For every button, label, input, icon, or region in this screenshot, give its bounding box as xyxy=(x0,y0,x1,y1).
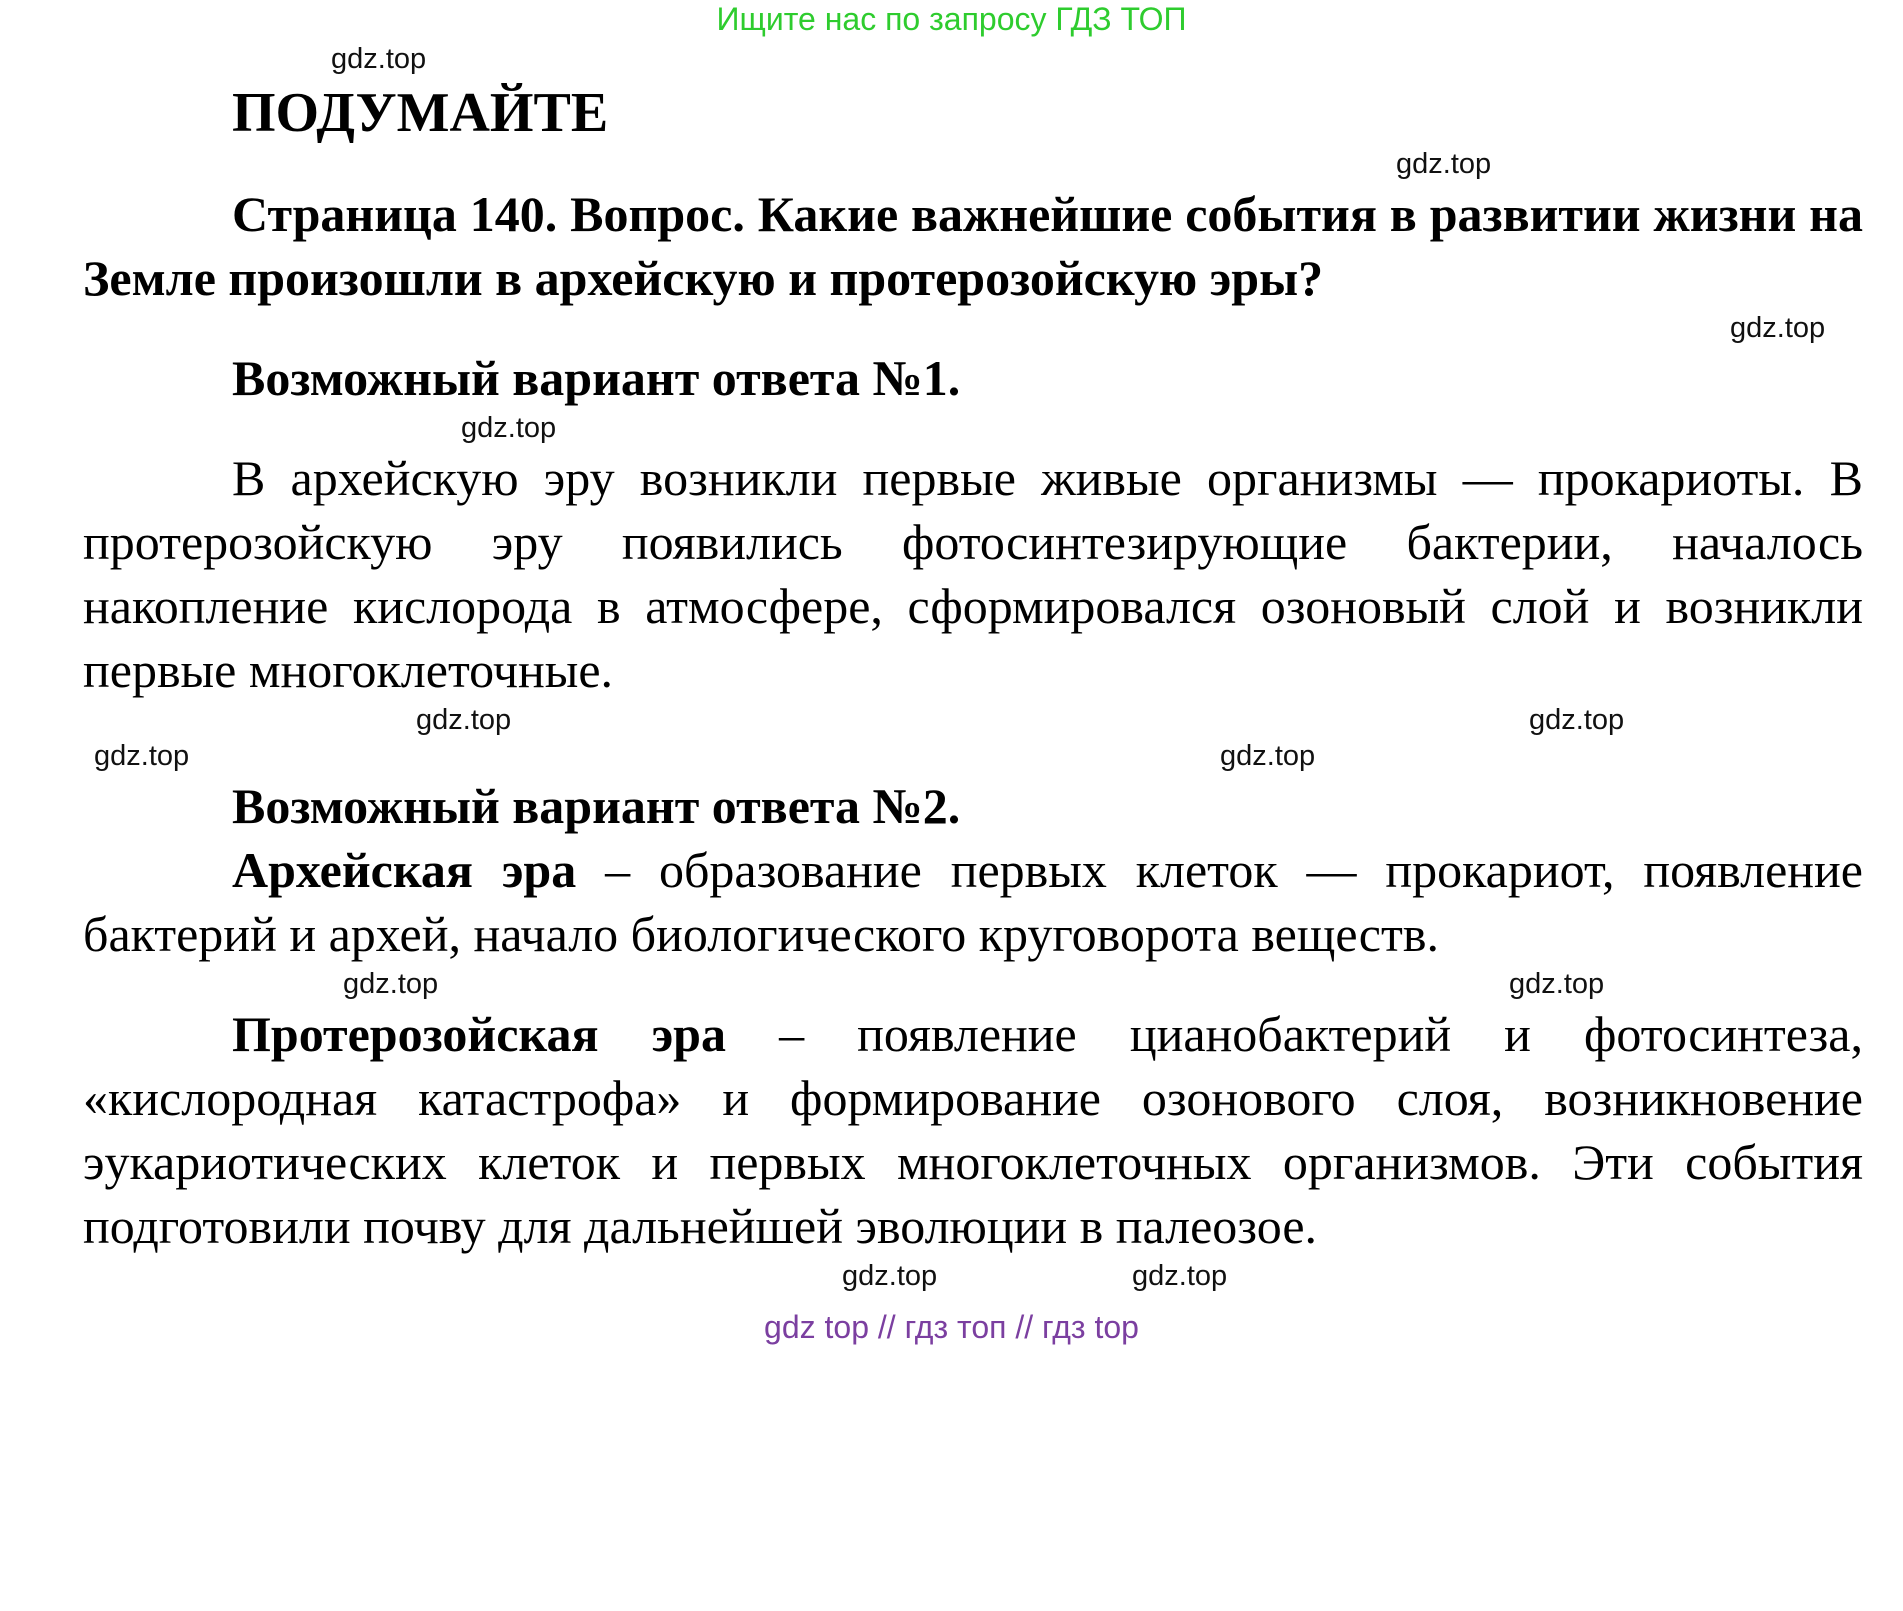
proterozoic-label: Протерозойская эра xyxy=(232,1006,726,1062)
watermark: gdz.top xyxy=(1220,740,1316,772)
watermark: gdz.top xyxy=(1730,312,1826,344)
watermark: gdz.top xyxy=(1132,1260,1228,1292)
watermark: gdz.top xyxy=(343,968,439,1000)
footer-watermark: gdz top // гдз топ // гдз top xyxy=(764,1309,1139,1345)
proterozoic-paragraph xyxy=(83,1002,1863,1258)
proterozoic-text: – появление цианобактерий и фотосинтеза, «кислородная катастрофа» и формирование озонового слоя, возникновение эукариотических клеток и первых многоклеточных организмов. Эти события подготовили почву для дальнейшей эволюции в палеозое. xyxy=(83,1006,1863,1254)
question: Страница 140. Вопрос. Какие важнейшие события в развитии жизни на Земле произошли в архейскую и протерозойскую эры? xyxy=(83,186,1863,306)
page-title: ПОДУМАЙТЕ xyxy=(232,82,609,144)
watermark-row xyxy=(83,1258,1863,1294)
watermark-row xyxy=(83,966,1863,1002)
watermark: gdz.top xyxy=(1396,148,1492,180)
watermark: gdz.top xyxy=(1509,968,1605,1000)
archean-text: – образование первых клеток — прокариот, появление бактерий и архей, начало биологического круговорота веществ. xyxy=(83,842,1863,962)
watermark-row xyxy=(83,702,1863,774)
watermark: gdz.top xyxy=(461,412,557,444)
watermark: gdz.top xyxy=(94,740,190,772)
archean-label: Архейская эра xyxy=(232,842,577,898)
document-body xyxy=(83,80,1863,1346)
watermark-row xyxy=(83,310,1863,346)
answer1-text: В архейскую эру возникли первые живые организмы — прокариоты. В протерозойскую эру появились фотосинтезирующие бактерии, началось накопление кислорода в атмосфере, сформировался озоновый слой и возникли первые многоклеточные. xyxy=(83,450,1863,698)
watermark: gdz.top xyxy=(416,704,512,736)
archean-paragraph xyxy=(83,838,1863,966)
watermark: gdz.top xyxy=(842,1260,938,1292)
answer1-heading: Возможный вариант ответа №1. xyxy=(232,350,961,406)
answer2-heading: Возможный вариант ответа №2. xyxy=(232,778,961,834)
watermark-row xyxy=(83,146,1863,182)
search-banner: Ищите нас по запросу ГДЗ ТОП xyxy=(716,1,1187,37)
watermark-row xyxy=(83,410,1863,446)
watermark: gdz.top xyxy=(1529,704,1625,736)
watermark: gdz.top xyxy=(331,43,427,75)
